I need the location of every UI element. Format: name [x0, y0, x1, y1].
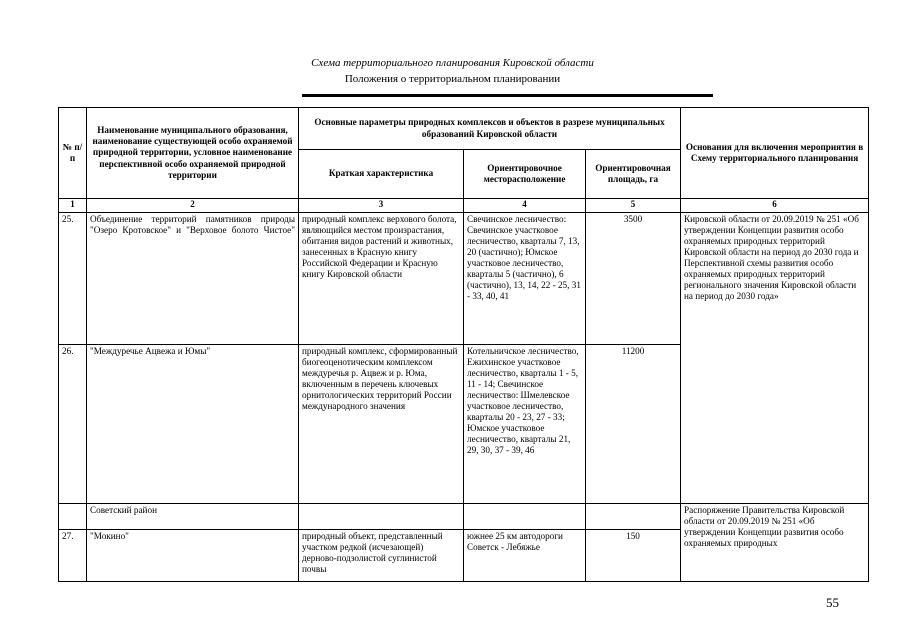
characteristic: природный объект, представленный участком редкой (исчезающей) дерново-подзолистой суглинистой почвы — [299, 530, 464, 582]
location: южнее 25 км автодороги Советск - Лебяжье — [464, 530, 586, 582]
document-subtitle: Положения о территориальном планировании — [344, 73, 561, 85]
header-no: № п/п — [59, 108, 87, 199]
header-row-1 — [59, 108, 869, 150]
header-rule — [302, 94, 713, 97]
header-area: Ориентировочная площадь, га — [586, 150, 681, 199]
basis: Распоряжение Правительства Кировской области от 20.09.2019 № 251 «Об утверждении Концепции развития особо охраняемых природных — [681, 504, 869, 582]
row-number: 26. — [59, 345, 87, 504]
district-name: Советский район — [87, 504, 299, 530]
territory-name: Объединение территорий памятников природы "Озеро Кротовское" и "Верховое болото Чистое" — [87, 213, 299, 345]
col-number: 5 — [586, 199, 681, 213]
col-number: 6 — [681, 199, 869, 213]
territory-name: "Мокино" — [87, 530, 299, 582]
header-basis: Основания для включения мероприятия в Схему территориального планирования — [681, 108, 869, 199]
characteristic: природный комплекс, сформированный биогеоценотическим комплексом междуречья р. Ацвеж и р. Юма, включенным в перечень ключевых орнитологических территорий России международного значения — [299, 345, 464, 504]
col-number: 1 — [59, 199, 87, 213]
area: 11200 — [586, 345, 681, 504]
territories-table — [58, 107, 869, 582]
col-number: 2 — [87, 199, 299, 213]
basis: Кировской области от 20.09.2019 № 251 «Об утверждении Концепции развития особо охраняемых природных территорий Кировской области на период до 2030 года и Перспективной схемы развития особо охраняемых природных территорий регионального значения Кировской области на период до 2030 года» — [681, 213, 869, 504]
district-row — [59, 504, 869, 530]
location: Котельничское лесничество, Ежихинское участковое лесничество, кварталы 1 - 5, 11 - 14; Свечинское лесничество: Шмелевское участковое лесничество, кварталы 20 - 23, 27 - 33; Юмское участковое лесничество, кварталы 21, 29, 30, 37 - 39, 46 — [464, 345, 586, 504]
area: 150 — [586, 530, 681, 582]
location: Свечинское лесничество: Свечинское участковое лесничество, кварталы 7, 13, 20 (частично); Юмское участковое лесничество, кварталы 5 (частично), 6 (частично), 13, 14, 22 - 25, 31 - 33, 40, 41 — [464, 213, 586, 345]
row-number: 25. — [59, 213, 87, 345]
header-params: Основные параметры природных комплексов и объектов в разрезе муниципальных образований Кировской области — [299, 108, 681, 150]
header-name: Наименование муниципального образования, наименование существующей особо охраняемой природной территории, условное наименование перспективной особо охраняемой природной территории — [87, 108, 299, 199]
col-number: 3 — [299, 199, 464, 213]
col-number: 4 — [464, 199, 586, 213]
area: 3500 — [586, 213, 681, 345]
header-loc: Ориентировочное месторасположение — [464, 150, 586, 199]
column-numbers-row — [59, 199, 869, 213]
document-title: Схема территориального планирования Кировской области — [311, 57, 594, 69]
territory-name: "Междуречье Ацвежа и Юмы" — [87, 345, 299, 504]
header-char: Краткая характеристика — [299, 150, 464, 199]
row-number: 27. — [59, 530, 87, 582]
table-row — [59, 213, 869, 345]
characteristic: природный комплекс верхового болота, являющийся местом произрастания, обитания видов растений и животных, занесенных в Красную книгу Российской Федерации и Красную книгу Кировской области — [299, 213, 464, 345]
page-number: 55 — [826, 595, 839, 610]
